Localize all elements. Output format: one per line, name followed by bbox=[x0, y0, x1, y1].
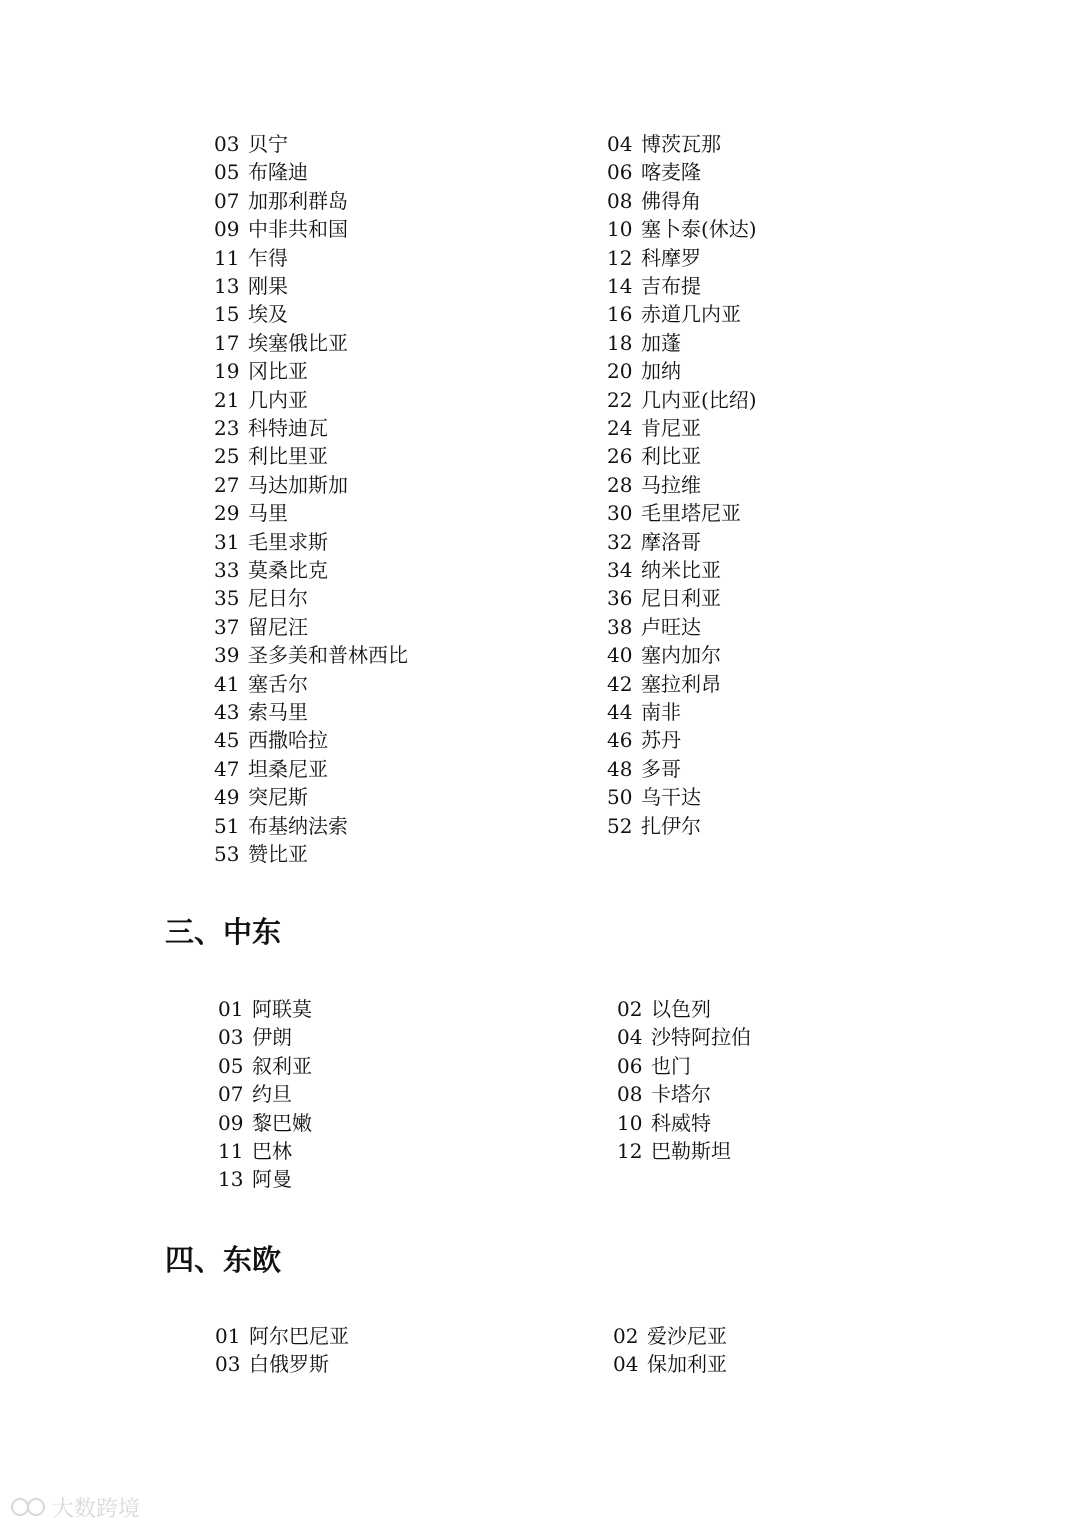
list-item bbox=[607, 130, 721, 158]
list-item bbox=[617, 1023, 751, 1051]
item-number: 16 bbox=[607, 302, 633, 327]
list-item bbox=[218, 1023, 292, 1051]
item-number: 03 bbox=[218, 1025, 244, 1050]
country-name: 塞卜泰(休达) bbox=[641, 217, 757, 242]
item-number: 09 bbox=[218, 1110, 244, 1135]
list-item bbox=[214, 584, 308, 612]
country-name: 乍得 bbox=[248, 245, 288, 270]
item-number: 18 bbox=[607, 330, 633, 355]
country-name: 索马里 bbox=[248, 700, 308, 724]
country-name: 喀麦隆 bbox=[641, 160, 701, 185]
country-name: 赞比亚 bbox=[248, 842, 308, 866]
country-name: 纳米比亚 bbox=[641, 558, 721, 582]
item-number: 07 bbox=[214, 188, 240, 213]
list-item bbox=[214, 386, 308, 414]
list-item bbox=[214, 244, 288, 272]
country-name: 保加利亚 bbox=[647, 1352, 727, 1377]
item-number: 13 bbox=[214, 274, 240, 298]
item-number: 14 bbox=[607, 274, 633, 298]
list-item bbox=[214, 726, 328, 754]
list-item bbox=[607, 300, 741, 328]
item-number: 05 bbox=[218, 1053, 244, 1078]
list-item bbox=[607, 698, 681, 726]
item-number: 20 bbox=[607, 359, 633, 384]
list-item bbox=[607, 414, 701, 442]
list-item bbox=[617, 1052, 691, 1080]
item-number: 08 bbox=[607, 188, 633, 213]
list-item bbox=[214, 670, 308, 698]
country-name: 塞舌尔 bbox=[248, 671, 308, 696]
country-name: 加蓬 bbox=[641, 330, 681, 355]
item-number: 41 bbox=[214, 671, 240, 696]
country-name: 毛里塔尼亚 bbox=[641, 501, 741, 526]
item-number: 48 bbox=[607, 756, 633, 781]
country-name: 叙利亚 bbox=[252, 1053, 312, 1078]
country-name: 阿曼 bbox=[252, 1167, 292, 1192]
item-number: 44 bbox=[607, 700, 633, 724]
item-number: 19 bbox=[214, 359, 240, 384]
country-name: 西撒哈拉 bbox=[248, 728, 328, 753]
item-number: 38 bbox=[607, 614, 633, 639]
country-name: 科特迪瓦 bbox=[248, 416, 328, 440]
country-name: 突尼斯 bbox=[248, 785, 308, 810]
item-number: 02 bbox=[613, 1324, 639, 1348]
item-number: 46 bbox=[607, 728, 633, 753]
country-name: 卡塔尔 bbox=[651, 1082, 711, 1107]
item-number: 37 bbox=[214, 614, 240, 639]
list-item bbox=[617, 1080, 711, 1108]
item-number: 04 bbox=[613, 1352, 639, 1377]
item-number: 03 bbox=[215, 1352, 241, 1377]
country-name: 乌干达 bbox=[641, 785, 701, 810]
country-name: 马拉维 bbox=[641, 472, 701, 497]
country-name: 博茨瓦那 bbox=[641, 132, 721, 156]
list-item bbox=[214, 414, 328, 442]
item-number: 09 bbox=[214, 217, 240, 242]
list-item bbox=[613, 1350, 727, 1378]
country-name: 尼日利亚 bbox=[641, 586, 721, 611]
list-item bbox=[214, 442, 328, 470]
list-item bbox=[617, 995, 711, 1023]
list-item bbox=[607, 528, 701, 556]
item-number: 13 bbox=[218, 1167, 244, 1192]
country-name: 尼日尔 bbox=[248, 586, 308, 611]
list-item bbox=[214, 698, 308, 726]
country-name: 加那利群岛 bbox=[248, 188, 348, 213]
list-item bbox=[214, 812, 348, 840]
country-name: 多哥 bbox=[641, 756, 681, 781]
country-name: 马里 bbox=[248, 501, 288, 526]
watermark-logo-icon bbox=[10, 1496, 48, 1524]
list-item bbox=[218, 1109, 312, 1137]
country-name: 贝宁 bbox=[248, 132, 288, 156]
list-item bbox=[607, 442, 701, 470]
list-item bbox=[218, 1165, 292, 1193]
list-item bbox=[214, 272, 288, 300]
list-item bbox=[214, 528, 328, 556]
item-number: 42 bbox=[607, 671, 633, 696]
country-name: 莫桑比克 bbox=[248, 558, 328, 582]
item-number: 01 bbox=[215, 1324, 241, 1348]
list-item bbox=[607, 812, 701, 840]
item-number: 01 bbox=[218, 997, 244, 1021]
country-name: 黎巴嫩 bbox=[252, 1110, 312, 1135]
item-number: 12 bbox=[607, 245, 633, 270]
country-name: 吉布提 bbox=[641, 274, 701, 298]
item-number: 15 bbox=[214, 302, 240, 327]
list-item bbox=[214, 840, 308, 868]
country-name: 塞内加尔 bbox=[641, 643, 721, 668]
country-name: 南非 bbox=[641, 700, 681, 724]
list-item bbox=[215, 1350, 329, 1378]
country-name: 摩洛哥 bbox=[641, 529, 701, 554]
country-name: 巴勒斯坦 bbox=[651, 1139, 731, 1163]
list-item bbox=[607, 783, 701, 811]
item-number: 53 bbox=[214, 842, 240, 866]
watermark-text: 大数跨境 bbox=[52, 1497, 141, 1522]
list-item bbox=[214, 300, 288, 328]
list-item bbox=[607, 499, 741, 527]
item-number: 35 bbox=[214, 586, 240, 611]
list-item bbox=[607, 187, 701, 215]
list-item bbox=[218, 1137, 292, 1165]
list-item bbox=[607, 244, 701, 272]
list-item bbox=[607, 329, 681, 357]
item-number: 27 bbox=[214, 472, 240, 497]
country-name: 利比里亚 bbox=[248, 444, 328, 469]
country-name: 塞拉利昂 bbox=[641, 671, 721, 696]
list-item bbox=[607, 272, 701, 300]
list-item bbox=[607, 613, 701, 641]
country-name: 坦桑尼亚 bbox=[248, 756, 328, 781]
country-name: 佛得角 bbox=[641, 188, 701, 213]
country-name: 巴林 bbox=[252, 1139, 292, 1163]
list-item bbox=[214, 130, 288, 158]
country-name: 几内亚 bbox=[248, 387, 308, 412]
country-name: 爱沙尼亚 bbox=[647, 1324, 727, 1348]
country-name: 卢旺达 bbox=[641, 614, 701, 639]
country-name: 苏丹 bbox=[641, 728, 681, 753]
country-name: 伊朗 bbox=[252, 1025, 292, 1050]
item-number: 40 bbox=[607, 643, 633, 668]
list-item bbox=[214, 783, 308, 811]
list-item bbox=[617, 1109, 711, 1137]
item-number: 30 bbox=[607, 501, 633, 526]
list-item bbox=[607, 215, 757, 243]
item-number: 52 bbox=[607, 813, 633, 838]
item-number: 04 bbox=[617, 1025, 643, 1050]
country-name: 马达加斯加 bbox=[248, 472, 348, 497]
list-item bbox=[214, 641, 408, 669]
list-item bbox=[218, 995, 312, 1023]
list-item bbox=[214, 357, 308, 385]
item-number: 51 bbox=[214, 813, 240, 838]
list-item bbox=[607, 386, 757, 414]
item-number: 11 bbox=[218, 1139, 244, 1163]
list-item bbox=[214, 471, 348, 499]
list-item bbox=[214, 613, 308, 641]
country-name: 布隆迪 bbox=[248, 160, 308, 185]
list-item bbox=[613, 1322, 727, 1350]
item-number: 06 bbox=[607, 160, 633, 185]
item-number: 08 bbox=[617, 1082, 643, 1107]
country-name: 约旦 bbox=[252, 1082, 292, 1107]
list-item bbox=[607, 641, 721, 669]
list-item bbox=[214, 158, 308, 186]
item-number: 11 bbox=[214, 245, 240, 270]
item-number: 28 bbox=[607, 472, 633, 497]
country-name: 圣多美和普林西比 bbox=[248, 643, 408, 668]
list-item bbox=[214, 215, 348, 243]
list-item bbox=[607, 158, 701, 186]
item-number: 25 bbox=[214, 444, 240, 469]
country-name: 以色列 bbox=[651, 997, 711, 1021]
country-name: 利比亚 bbox=[641, 444, 701, 469]
item-number: 06 bbox=[617, 1053, 643, 1078]
country-name: 沙特阿拉伯 bbox=[651, 1025, 751, 1050]
item-number: 50 bbox=[607, 785, 633, 810]
country-name: 中非共和国 bbox=[248, 217, 348, 242]
country-name: 布基纳法索 bbox=[248, 813, 348, 838]
list-item bbox=[607, 471, 701, 499]
country-name: 科摩罗 bbox=[641, 245, 701, 270]
country-name: 阿联莫 bbox=[252, 997, 312, 1021]
list-item bbox=[607, 556, 721, 584]
section-heading-middle-east: 三、中东 bbox=[165, 915, 282, 949]
country-name: 赤道几内亚 bbox=[641, 302, 741, 327]
list-item bbox=[607, 357, 681, 385]
item-number: 04 bbox=[607, 132, 633, 156]
item-number: 43 bbox=[214, 700, 240, 724]
list-item bbox=[214, 556, 328, 584]
item-number: 23 bbox=[214, 416, 240, 440]
item-number: 05 bbox=[214, 160, 240, 185]
country-name: 科威特 bbox=[651, 1110, 711, 1135]
list-item bbox=[214, 187, 348, 215]
item-number: 21 bbox=[214, 387, 240, 412]
item-number: 02 bbox=[617, 997, 643, 1021]
item-number: 32 bbox=[607, 529, 633, 554]
item-number: 31 bbox=[214, 529, 240, 554]
item-number: 22 bbox=[607, 387, 633, 412]
list-item bbox=[218, 1080, 292, 1108]
country-name: 冈比亚 bbox=[248, 359, 308, 384]
country-name: 埃及 bbox=[248, 302, 288, 327]
country-name: 肯尼亚 bbox=[641, 416, 701, 440]
country-name: 几内亚(比绍) bbox=[641, 387, 757, 412]
watermark bbox=[10, 1492, 140, 1524]
country-name: 刚果 bbox=[248, 274, 288, 298]
item-number: 33 bbox=[214, 558, 240, 582]
item-number: 10 bbox=[617, 1110, 643, 1135]
item-number: 10 bbox=[607, 217, 633, 242]
list-item bbox=[607, 584, 721, 612]
item-number: 03 bbox=[214, 132, 240, 156]
item-number: 29 bbox=[214, 501, 240, 526]
item-number: 34 bbox=[607, 558, 633, 582]
item-number: 17 bbox=[214, 330, 240, 355]
list-item bbox=[607, 670, 721, 698]
country-name: 毛里求斯 bbox=[248, 529, 328, 554]
list-item bbox=[214, 329, 348, 357]
section-heading-eastern-europe: 四、东欧 bbox=[165, 1243, 282, 1277]
item-number: 07 bbox=[218, 1082, 244, 1107]
list-item bbox=[218, 1052, 312, 1080]
country-name: 也门 bbox=[651, 1053, 691, 1078]
item-number: 12 bbox=[617, 1139, 643, 1163]
item-number: 39 bbox=[214, 643, 240, 668]
country-name: 埃塞俄比亚 bbox=[248, 330, 348, 355]
list-item bbox=[215, 1322, 349, 1350]
list-item bbox=[214, 499, 288, 527]
item-number: 26 bbox=[607, 444, 633, 469]
country-name: 阿尔巴尼亚 bbox=[249, 1324, 349, 1348]
list-item bbox=[607, 755, 681, 783]
item-number: 45 bbox=[214, 728, 240, 753]
item-number: 47 bbox=[214, 756, 240, 781]
country-name: 白俄罗斯 bbox=[249, 1352, 329, 1377]
list-item bbox=[617, 1137, 731, 1165]
list-item bbox=[214, 755, 328, 783]
item-number: 24 bbox=[607, 416, 633, 440]
item-number: 36 bbox=[607, 586, 633, 611]
list-item bbox=[607, 726, 681, 754]
country-name: 扎伊尔 bbox=[641, 813, 701, 838]
country-name: 留尼汪 bbox=[248, 614, 308, 639]
item-number: 49 bbox=[214, 785, 240, 810]
country-name: 加纳 bbox=[641, 359, 681, 384]
